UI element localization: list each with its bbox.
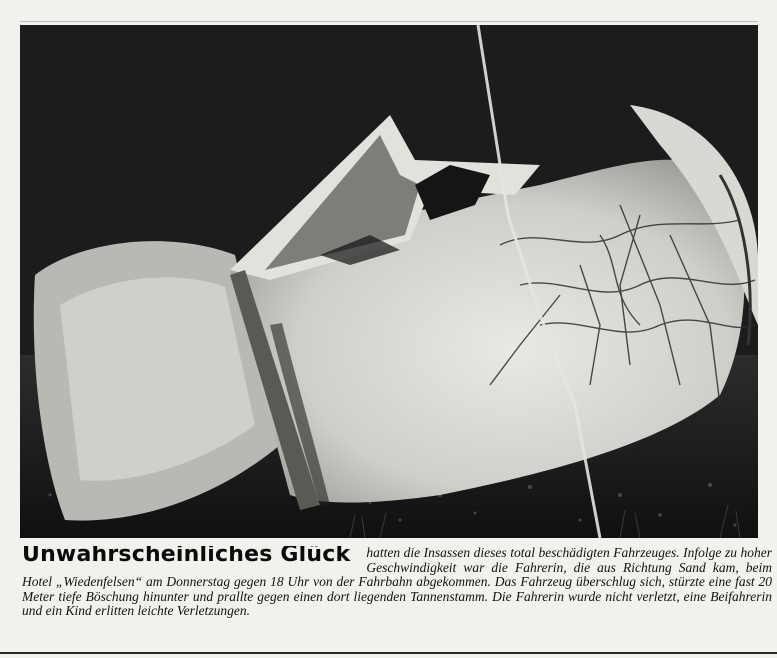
article-body: hatten die Insassen dieses total beschädigten Fahrzeuges. Infolge zu hoher Geschwindigkeit war die Fahrerin, die aus Richtung Sand kam, beim Hotel „Wiedenfelsen“ am Donnerstag gegen 18 Uhr von der Fahrbahn abgekommen. Das Fahrzeug überschlug sich, stürzte eine fast 20 Meter tiefe Böschung hinunter und prallte gegen einen dort liegenden Tannenstamm. Die Fahrerin wurde nicht verletzt, eine Beifahrerin und ein Kind erlitten leichte Verletzungen. bbox=[22, 546, 772, 619]
article-headline: Unwahrscheinliches Glück bbox=[22, 546, 351, 567]
bottom-rule bbox=[0, 652, 777, 654]
article-caption bbox=[22, 546, 772, 646]
wrecked-car-photo bbox=[20, 25, 758, 538]
photo-illustration bbox=[20, 25, 758, 538]
top-rule bbox=[20, 21, 758, 22]
